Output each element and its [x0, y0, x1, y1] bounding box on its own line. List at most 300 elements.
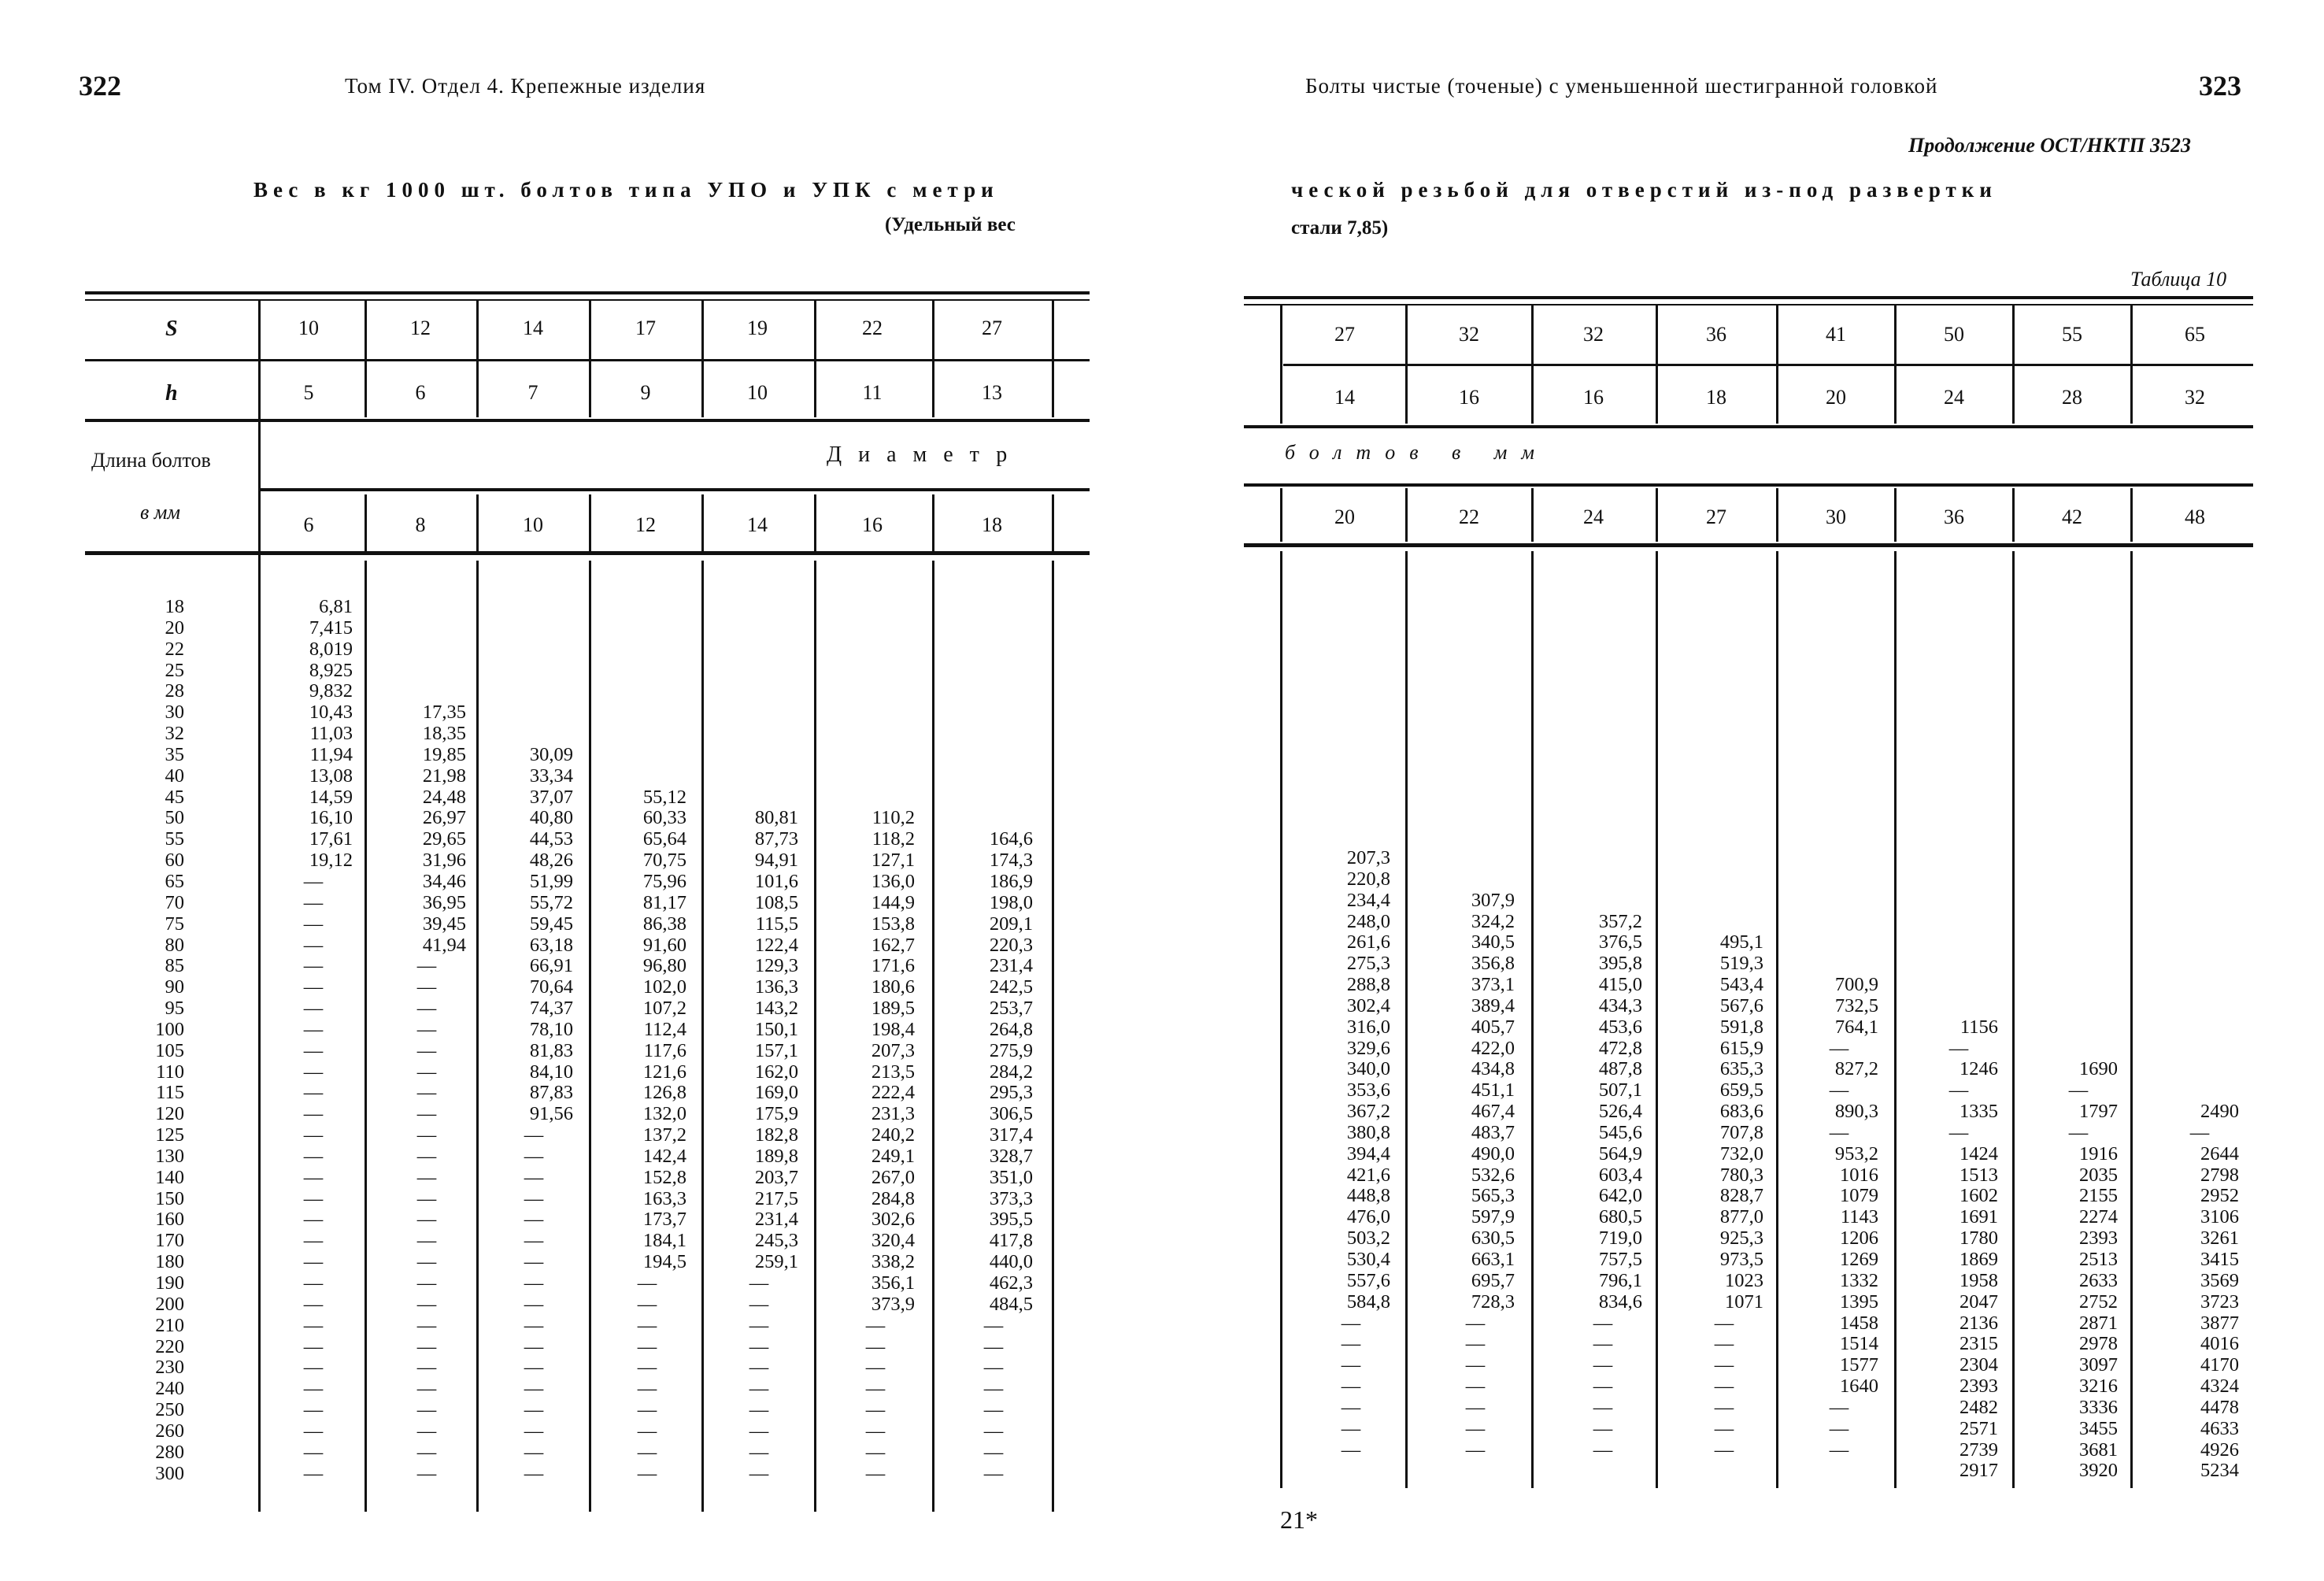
- bolt-length: 32: [165, 723, 184, 745]
- diameter-value: 36: [1944, 505, 1964, 528]
- table-cell: 1513: [1959, 1164, 1998, 1186]
- table-cell: 827,2: [1834, 1058, 1878, 1080]
- table-cell: 81,17: [642, 891, 686, 913]
- table-cell: [2031, 594, 2118, 616]
- table-cell: —: [303, 1357, 324, 1379]
- table-cell: [1911, 700, 1998, 721]
- table-cell: —: [524, 1124, 544, 1146]
- table-cell: 182,8: [754, 1124, 798, 1146]
- table-cell: —: [1341, 1396, 1361, 1418]
- right-col-sep: [1280, 551, 1282, 1488]
- table-cell: 4016: [2200, 1333, 2239, 1355]
- diameter-value: 22: [1459, 505, 1479, 528]
- table-cell: [1911, 827, 1998, 848]
- table-cell: 171,6: [871, 955, 915, 977]
- table-cell: 209,1: [989, 913, 1033, 935]
- bolt-length: 35: [165, 743, 184, 765]
- table-cell: 3569: [2200, 1269, 2239, 1291]
- left-col-sep: [1052, 561, 1054, 1512]
- table-cell: 2490: [2200, 1101, 2239, 1123]
- left-col-sep: [1052, 494, 1054, 551]
- table-cell: 3723: [2200, 1290, 2239, 1313]
- table-cell: [2152, 764, 2239, 785]
- table-cell: 194,5: [642, 1251, 686, 1273]
- table-cell: 70,75: [642, 850, 686, 872]
- table-cell: —: [749, 1462, 769, 1484]
- table-cell: [1792, 805, 1878, 827]
- table-cell: 1424: [1959, 1142, 1998, 1164]
- bolt-length: 300: [155, 1462, 184, 1484]
- bolt-length: 55: [165, 828, 184, 850]
- right-table-rule-h: [1244, 425, 2253, 428]
- left-length-label: Длина болтов: [91, 449, 211, 472]
- table-cell: 1143: [1840, 1206, 1878, 1228]
- table-cell: 8,019: [309, 638, 353, 660]
- weight-column: [2031, 573, 2118, 1482]
- table-cell: 231,4: [754, 1209, 798, 1231]
- table-cell: —: [1465, 1354, 1486, 1376]
- table-cell: 261,6: [1346, 931, 1390, 953]
- table-cell: —: [416, 1187, 437, 1209]
- bolt-length: 230: [155, 1357, 184, 1379]
- table-cell: —: [749, 1272, 769, 1294]
- right-col-sep: [1776, 488, 1778, 542]
- table-cell: 615,9: [1719, 1037, 1763, 1059]
- left-col-sep: [365, 561, 367, 1512]
- table-cell: —: [865, 1335, 886, 1357]
- table-cell: —: [416, 1462, 437, 1484]
- table-cell: —: [416, 955, 437, 977]
- table-cell: [1556, 869, 1642, 890]
- table-cell: [946, 618, 1033, 639]
- table-cell: —: [637, 1293, 657, 1315]
- table-cell: —: [524, 1378, 544, 1400]
- table-cell: [1556, 784, 1642, 805]
- table-cell: 80,81: [754, 807, 798, 829]
- bolt-length: 70: [165, 891, 184, 913]
- table-cell: 495,1: [1719, 931, 1763, 953]
- table-cell: 484,5: [989, 1293, 1033, 1315]
- table-cell: [1911, 573, 1998, 594]
- weight-column: [2152, 573, 2239, 1482]
- table-cell: 1079: [1840, 1185, 1878, 1207]
- table-cell: 316,0: [1346, 1016, 1390, 1038]
- table-cell: —: [303, 1462, 324, 1484]
- table-cell: [1556, 764, 1642, 785]
- table-cell: 394,4: [1346, 1142, 1390, 1164]
- table-cell: 16,10: [309, 807, 353, 829]
- left-col-sep: [814, 494, 816, 551]
- right-col-sep: [1280, 305, 1282, 424]
- table-cell: 2315: [1959, 1333, 1998, 1355]
- table-cell: —: [303, 976, 324, 998]
- table-cell: [379, 681, 466, 702]
- table-cell: [1911, 594, 1998, 616]
- table-cell: [1911, 869, 1998, 890]
- right-col-sep: [1280, 488, 1282, 542]
- table-cell: 328,7: [989, 1145, 1033, 1167]
- bolt-length: 110: [156, 1061, 184, 1083]
- table-cell: [1304, 679, 1390, 700]
- table-cell: 472,8: [1598, 1037, 1642, 1059]
- S-value: 22: [862, 317, 883, 339]
- table-cell: —: [303, 1251, 324, 1273]
- table-cell: 3097: [2079, 1354, 2118, 1376]
- table-cell: —: [524, 1314, 544, 1336]
- table-cell: —: [1829, 1121, 1849, 1143]
- right-table-header-bottom: [1244, 543, 2253, 547]
- table-cell: [1677, 616, 1763, 637]
- table-cell: 162,7: [871, 934, 915, 956]
- table-cell: —: [1714, 1438, 1734, 1461]
- table-cell: [1428, 616, 1515, 637]
- bolt-length: 45: [165, 786, 184, 808]
- table-cell: —: [749, 1378, 769, 1400]
- table-cell: —: [1465, 1417, 1486, 1439]
- right-col-sep: [2130, 488, 2133, 542]
- table-cell: 1780: [1959, 1227, 1998, 1250]
- table-cell: 453,6: [1598, 1016, 1642, 1038]
- table-cell: —: [416, 1420, 437, 1442]
- table-cell: 11,03: [309, 723, 353, 745]
- table-cell: 483,7: [1471, 1121, 1515, 1143]
- table-cell: [600, 745, 686, 766]
- weight-column: [600, 597, 686, 1484]
- h-value: 16: [1459, 386, 1479, 409]
- diameter-value: 16: [862, 513, 883, 536]
- left-table-rule-S: [85, 359, 1090, 361]
- table-cell: —: [1341, 1333, 1361, 1355]
- table-cell: —: [2189, 1121, 2210, 1143]
- left-col-sep: [1052, 299, 1054, 417]
- table-cell: 320,4: [871, 1230, 915, 1252]
- table-cell: [2152, 953, 2239, 975]
- table-cell: 567,6: [1719, 994, 1763, 1016]
- table-cell: 33,34: [529, 765, 573, 787]
- table-cell: —: [524, 1357, 544, 1379]
- right-col-sep: [2012, 305, 2015, 424]
- table-cell: —: [1341, 1354, 1361, 1376]
- table-cell: 86,38: [642, 913, 686, 935]
- table-cell: 302,6: [871, 1209, 915, 1231]
- S-value: 19: [747, 317, 768, 339]
- table-cell: 1332: [1840, 1269, 1878, 1291]
- table-cell: [828, 639, 915, 661]
- table-cell: [2031, 700, 2118, 721]
- table-cell: [1677, 869, 1763, 890]
- table-cell: [600, 681, 686, 702]
- table-cell: 2571: [1959, 1417, 1998, 1439]
- table-cell: —: [1714, 1417, 1734, 1439]
- table-number: Таблица 10: [2130, 268, 2227, 291]
- left-col-sep: [932, 494, 934, 551]
- table-cell: 389,4: [1471, 994, 1515, 1016]
- table-cell: —: [749, 1357, 769, 1379]
- table-cell: 96,80: [642, 955, 686, 977]
- table-cell: [2152, 996, 2239, 1017]
- right-col-sep: [1531, 551, 1534, 1488]
- table-cell: 39,45: [422, 913, 466, 935]
- table-cell: —: [1465, 1333, 1486, 1355]
- bolt-length: 105: [155, 1039, 184, 1061]
- table-cell: [1428, 700, 1515, 721]
- table-cell: 295,3: [989, 1082, 1033, 1104]
- table-cell: 122,4: [754, 934, 798, 956]
- table-cell: 3106: [2200, 1206, 2239, 1228]
- left-caption-line2: (Удельный вес: [885, 214, 1016, 235]
- table-cell: [1556, 573, 1642, 594]
- table-cell: [1792, 657, 1878, 679]
- table-cell: 519,3: [1719, 953, 1763, 975]
- table-cell: —: [524, 1293, 544, 1315]
- left-table-rule-h: [85, 419, 1090, 422]
- bolt-length: 280: [155, 1441, 184, 1463]
- table-cell: 4478: [2200, 1396, 2239, 1418]
- table-cell: 467,4: [1471, 1101, 1515, 1123]
- table-cell: [1677, 912, 1763, 933]
- table-cell: 65,64: [642, 828, 686, 850]
- table-cell: [828, 787, 915, 809]
- table-cell: 2393: [1959, 1376, 1998, 1398]
- table-cell: 220,8: [1346, 868, 1390, 890]
- bolt-length: 95: [165, 998, 184, 1020]
- table-cell: —: [416, 998, 437, 1020]
- table-cell: 1602: [1959, 1185, 1998, 1207]
- table-cell: 1577: [1840, 1354, 1878, 1376]
- table-cell: 2482: [1959, 1396, 1998, 1418]
- table-cell: [1428, 848, 1515, 869]
- table-cell: 136,0: [871, 870, 915, 892]
- table-cell: [1556, 700, 1642, 721]
- table-cell: [1792, 742, 1878, 764]
- h-value: 28: [2062, 386, 2082, 409]
- table-cell: 2274: [2079, 1206, 2118, 1228]
- table-cell: [2031, 975, 2118, 996]
- table-cell: [1792, 721, 1878, 742]
- table-cell: 189,8: [754, 1145, 798, 1167]
- table-cell: —: [749, 1420, 769, 1442]
- table-cell: 152,8: [642, 1166, 686, 1188]
- table-cell: 29,65: [422, 828, 466, 850]
- table-cell: [1677, 848, 1763, 869]
- table-cell: 3336: [2079, 1396, 2118, 1418]
- table-cell: —: [1829, 1396, 1849, 1418]
- table-cell: [1911, 890, 1998, 912]
- table-cell: [2152, 890, 2239, 912]
- table-cell: 1023: [1725, 1269, 1763, 1291]
- table-cell: 18,35: [422, 723, 466, 745]
- table-cell: [712, 639, 798, 661]
- table-cell: [1556, 616, 1642, 637]
- left-col-sep: [701, 561, 704, 1512]
- bolt-length: 200: [155, 1293, 184, 1315]
- right-col-sep: [2130, 305, 2133, 424]
- S-value: 27: [982, 317, 1002, 339]
- table-cell: [1304, 700, 1390, 721]
- table-cell: [2031, 890, 2118, 912]
- table-cell: —: [983, 1399, 1004, 1421]
- table-cell: —: [416, 1124, 437, 1146]
- right-caption-line2: стали 7,85): [1291, 217, 1389, 239]
- table-cell: —: [1593, 1396, 1613, 1418]
- table-cell: 10,43: [309, 702, 353, 724]
- table-cell: —: [749, 1399, 769, 1421]
- h-value: 24: [1944, 386, 1964, 409]
- table-cell: 94,91: [754, 850, 798, 872]
- table-cell: [487, 639, 573, 661]
- table-cell: [828, 745, 915, 766]
- table-cell: 150,1: [754, 1018, 798, 1040]
- bolt-length: 75: [165, 913, 184, 935]
- table-cell: 249,1: [871, 1145, 915, 1167]
- right-col-sep: [2012, 551, 2015, 1488]
- table-cell: —: [416, 1399, 437, 1421]
- table-cell: 530,4: [1346, 1249, 1390, 1270]
- weight-column: [1792, 573, 1878, 1461]
- table-cell: 3216: [2079, 1376, 2118, 1398]
- diameter-value: 18: [982, 513, 1002, 536]
- table-cell: [1428, 805, 1515, 827]
- table-cell: 118,2: [872, 828, 915, 850]
- table-cell: —: [303, 1209, 324, 1231]
- weight-column: [1428, 573, 1515, 1461]
- table-cell: 451,1: [1471, 1079, 1515, 1102]
- table-cell: [1304, 764, 1390, 785]
- table-cell: 2752: [2079, 1290, 2118, 1313]
- table-cell: 3920: [2079, 1460, 2118, 1482]
- table-cell: —: [303, 1441, 324, 1463]
- table-cell: 405,7: [1471, 1016, 1515, 1038]
- table-cell: —: [524, 1399, 544, 1421]
- table-cell: 302,4: [1346, 994, 1390, 1016]
- weight-column: [1556, 573, 1642, 1461]
- table-cell: —: [865, 1399, 886, 1421]
- table-cell: —: [983, 1441, 1004, 1463]
- right-running-head: Болты чистые (точеные) с уменьшенной шестигранной головкой: [1305, 74, 1938, 98]
- table-cell: [1677, 764, 1763, 785]
- table-cell: 87,83: [529, 1082, 573, 1104]
- table-cell: [1792, 827, 1878, 848]
- bolt-length: 260: [155, 1420, 184, 1442]
- table-cell: [1911, 679, 1998, 700]
- table-cell: —: [637, 1357, 657, 1379]
- table-cell: [600, 724, 686, 745]
- table-cell: —: [1714, 1376, 1734, 1398]
- table-cell: 55,72: [529, 891, 573, 913]
- table-cell: [2152, 657, 2239, 679]
- S-value: 65: [2185, 323, 2205, 346]
- table-cell: —: [303, 1230, 324, 1252]
- table-cell: [2031, 742, 2118, 764]
- table-cell: [1792, 953, 1878, 975]
- table-cell: —: [1593, 1312, 1613, 1334]
- bolt-length: 150: [155, 1187, 184, 1209]
- h-value: 16: [1583, 386, 1604, 409]
- table-cell: [2152, 784, 2239, 805]
- table-cell: 17,61: [309, 828, 353, 850]
- left-col-sep: [932, 561, 934, 1512]
- table-cell: 591,8: [1719, 1016, 1763, 1038]
- table-cell: 163,3: [642, 1187, 686, 1209]
- table-cell: [828, 702, 915, 724]
- table-cell: —: [524, 1145, 544, 1167]
- h-value: 18: [1706, 386, 1726, 409]
- table-cell: 284,8: [871, 1187, 915, 1209]
- table-cell: [1556, 679, 1642, 700]
- table-cell: 680,5: [1598, 1206, 1642, 1228]
- weight-column: [828, 597, 915, 1484]
- table-cell: [2152, 679, 2239, 700]
- table-cell: —: [983, 1314, 1004, 1336]
- diameter-value: 30: [1826, 505, 1846, 528]
- table-cell: —: [303, 891, 324, 913]
- table-cell: 162,0: [754, 1061, 798, 1083]
- table-cell: 264,8: [989, 1018, 1033, 1040]
- table-cell: —: [983, 1335, 1004, 1357]
- right-col-sep: [1894, 305, 1897, 424]
- table-cell: [1428, 827, 1515, 848]
- bolt-length: 210: [155, 1314, 184, 1336]
- table-cell: 543,4: [1719, 974, 1763, 996]
- table-cell: 63,18: [529, 934, 573, 956]
- table-cell: 351,0: [989, 1166, 1033, 1188]
- table-cell: [1792, 700, 1878, 721]
- bolt-length: 85: [165, 955, 184, 977]
- table-cell: [1911, 784, 1998, 805]
- bolt-length: 115: [156, 1082, 184, 1104]
- table-cell: 380,8: [1346, 1121, 1390, 1143]
- table-cell: 1269: [1840, 1249, 1878, 1270]
- table-cell: [2031, 953, 2118, 975]
- table-cell: —: [1593, 1333, 1613, 1355]
- table-cell: [1677, 700, 1763, 721]
- bolt-length: 240: [155, 1378, 184, 1400]
- table-cell: 3877: [2200, 1312, 2239, 1334]
- table-cell: —: [865, 1357, 886, 1379]
- table-cell: [1911, 996, 1998, 1017]
- table-cell: 557,6: [1346, 1269, 1390, 1291]
- table-cell: 953,2: [1834, 1142, 1878, 1164]
- table-cell: 732,5: [1834, 994, 1878, 1016]
- table-cell: [946, 787, 1033, 809]
- table-cell: —: [865, 1462, 886, 1484]
- right-table-top-rule-thin: [1244, 304, 2253, 305]
- left-length-unit: в мм: [140, 501, 180, 524]
- table-cell: —: [303, 1082, 324, 1104]
- table-cell: —: [303, 955, 324, 977]
- table-cell: —: [637, 1462, 657, 1484]
- table-cell: 357,2: [1598, 910, 1642, 932]
- table-cell: —: [1714, 1312, 1734, 1334]
- table-cell: —: [865, 1420, 886, 1442]
- left-col-sep: [814, 561, 816, 1512]
- table-cell: [2152, 805, 2239, 827]
- table-cell: 41,94: [422, 934, 466, 956]
- table-cell: [2152, 616, 2239, 637]
- table-cell: [1304, 594, 1390, 616]
- table-cell: 367,2: [1346, 1101, 1390, 1123]
- table-cell: 2155: [2079, 1185, 2118, 1207]
- table-cell: 6,81: [319, 596, 353, 617]
- table-cell: [1677, 742, 1763, 764]
- table-cell: —: [303, 1420, 324, 1442]
- weight-column: [379, 597, 466, 1484]
- table-cell: 142,4: [642, 1145, 686, 1167]
- right-col-sep: [1405, 488, 1408, 542]
- table-cell: [712, 745, 798, 766]
- table-cell: [487, 724, 573, 745]
- table-cell: —: [1948, 1121, 1969, 1143]
